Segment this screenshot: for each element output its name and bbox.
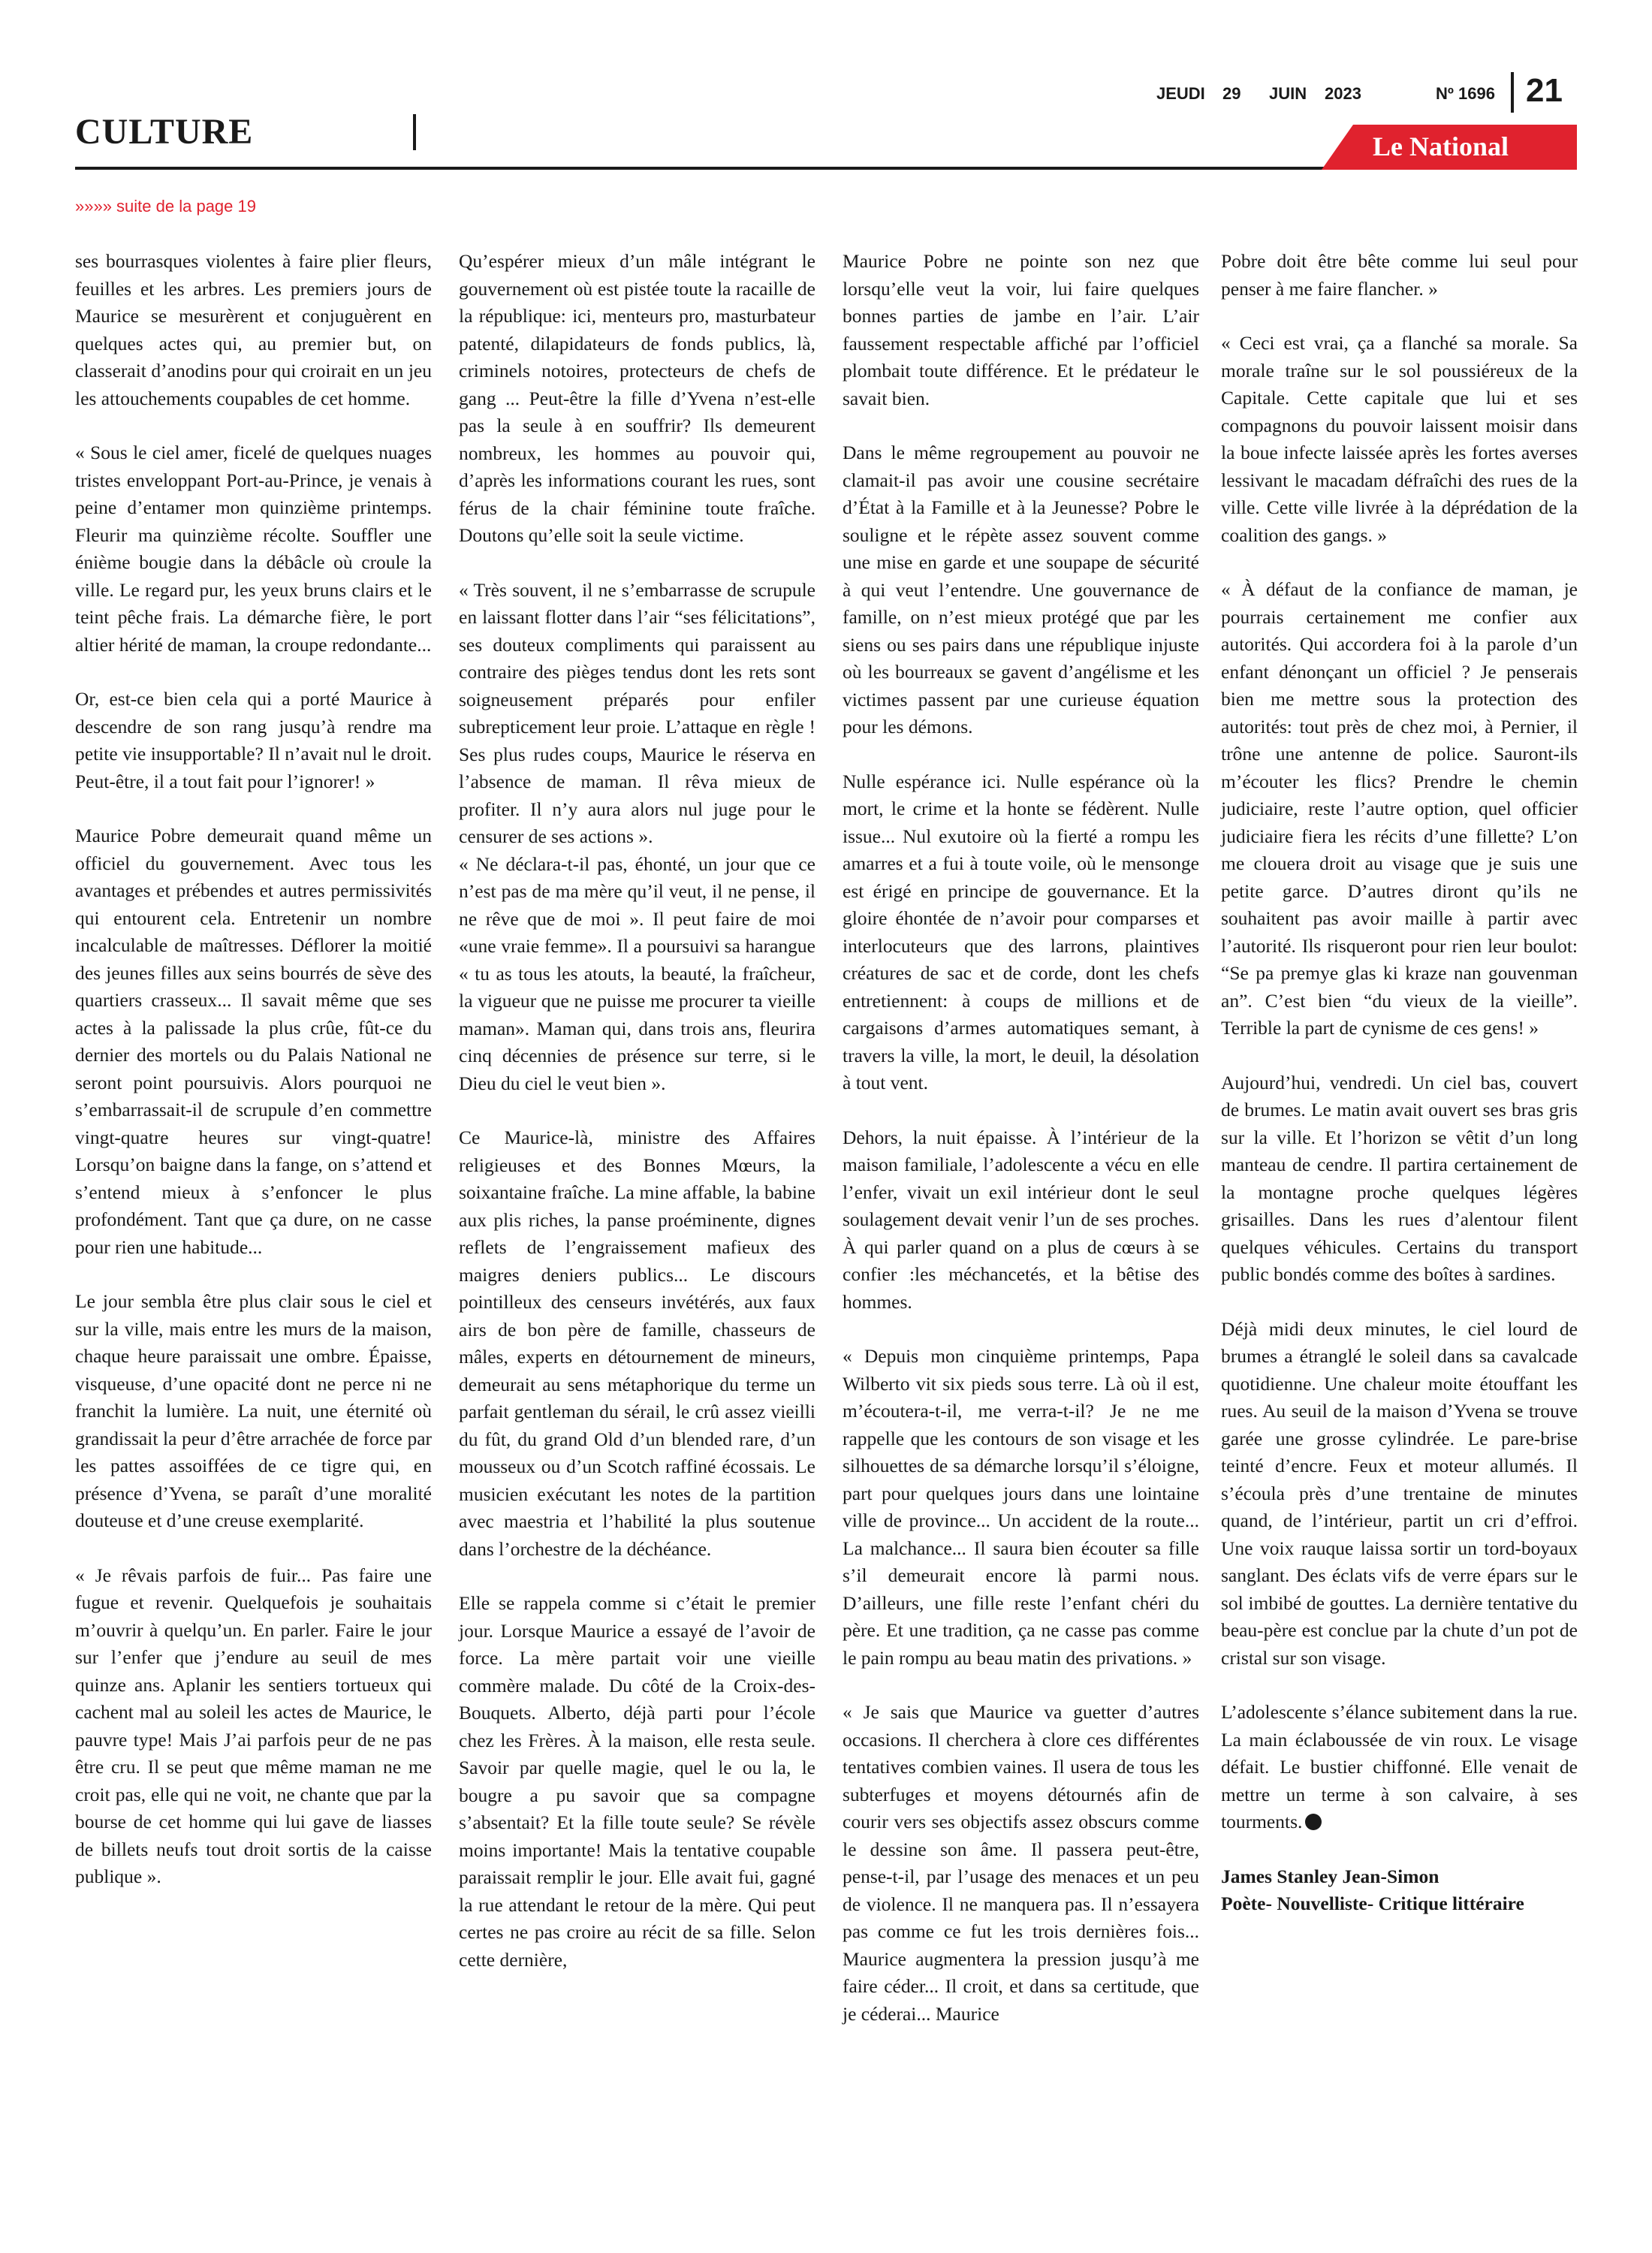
issue-number: Nº 1696 bbox=[1436, 84, 1495, 103]
paragraph: ses bourrasques violentes à faire plier fleurs, feuilles et les arbres. Les premiers jours de Maurice se mesurèrent et conjuguèrent en quelques actes qui, au premier but, on classerait d’anodins pour qui croirait en un jeu les attouchements coupables de cet homme. bbox=[75, 250, 432, 409]
paragraph-final bbox=[1221, 1699, 1578, 1836]
brand-name: Le National bbox=[1373, 131, 1509, 161]
paragraph: Déjà midi deux minutes, le ciel lourd de brumes a étranglé le soleil dans sa cavalcade quotidienne. Une chaleur moite étouffant les rues. Au seuil de la maison d’Yvena se trouve garée une grosse cylindrée. Le pare-brise teinté d’encre. Feux et moteur allumés. Il s’écoula près d’une trentaine de minutes quand, de l’intérieur, partit un cri d’effroi. Une voix rauque laissa sortir un tord-boyaux sanglant. Des éclats vifs de verre épars sur le sol imbibé de gouttes. La dernière tentative du beau-père est conclue par la chute d’un pot de cristal sur son visage. bbox=[1221, 1317, 1578, 1669]
section-title: CULTURE bbox=[75, 112, 254, 152]
paragraph: Dans le même regroupement au pouvoir ne clamait-il pas avoir une cousine secrétaire d’État à la Famille et à la Jeunesse? Pobre le souligne et le répète assez souvent comme une mise en garde et une soupape de sécurité à qui veut l’entendre. Une gouvernance de famille, on n’est mieux protégé que par les siens ou ses pairs dans une république injuste où les bourreaux se gavent d’angélisme et les victimes passent par une curieuse équation pour les démons. bbox=[843, 442, 1199, 737]
paragraph: Maurice Pobre ne pointe son nez que lorsqu’elle veut la voir, lui faire quelques bonnes parties de jambe en l’air. L’air faussement respectable affiché par l’officiel plombait toute différence. Et le prédateur le savait bien. bbox=[843, 250, 1199, 409]
paragraph: « Depuis mon cinquième printemps, Papa Wilberto vit six pieds sous terre. Là où il est, m’écoutera-t-il, me verra-t-il? Je ne me rappelle que les contours de son visage et les silhouettes de sa démarche lorsqu’il s’éloigne, part pour quelques jours dans une lointaine ville de province... Un accident de la route... La malchance... Il saura bien écouter sa fille s’il demeurait encore là parmi nous. D’ailleurs, une fille reste l’enfant chéri du père. Et une tradition, ça ne casse pas comme le pain rompu au beau matin des privations. » bbox=[843, 1345, 1199, 1669]
paragraph: « Je sais que Maurice va guetter d’autres occasions. Il cherchera à clore ces différentes tentatives combien vaines. Il usera de tous les subterfuges et moyens détournés afin de courir vers ses objectifs assez obscurs comme le dessine son âme. Il passera peut-être, pense-t-il, par l’usage des menaces et un peu de violence. Il ne manquera pas. Il n’essayera pas comme ce fut les trois dernières fois... Maurice augmentera la pression jusqu’à me faire céder... Il croit, et dans sa certitude, que je céderai... Maurice bbox=[843, 1701, 1199, 2025]
continued-from-note: »»»» suite de la page 19 bbox=[75, 197, 256, 216]
paragraph: « Je rêvais parfois de fuir... Pas faire une fugue et revenir. Quelquefois je souhaitais m’ouvrir à quelqu’un. En parler. Faire le jour sur l’enfer que j’endure au seuil de mes quinze ans. Aplanir les sentiers tortueux qui cachent mal au soleil les actes de Maurice, le pauvre type! Mais J’ai parfois peur de ne pas être cru. Il se peut que même maman ne me croit pas, elle qui ne voit, ne chante que par la bourse de cet homme qui lui gave de liasses de billets neufs tout droit sortis de la caisse publique ». bbox=[75, 1564, 432, 1887]
author-signature bbox=[1221, 1863, 1578, 1918]
end-mark-icon bbox=[1305, 1814, 1322, 1830]
paragraph: « Très souvent, il ne s’embarrasse de scrupule en laissant flotter dans l’air “ses félicitations”, ses douteux compliments qui paraissent au contraire des pièges tendus dont les rets sont soigneusement préparés pour enfiler subrepticement leur proie. L’attaque en règle ! Ses plus rudes coups, Maurice le réserva en l’absence de maman. Il rêva mieux de profiter. Il n’y aura alors nul juge pour le censurer de ses actions ». bbox=[459, 578, 815, 847]
paragraph: « À défaut de la confiance de maman, je pourrais certainement me confier aux autorités. Qui accordera foi à la parole d’un enfant dénonçant un officiel ? Je penserais bien me mettre sous la protection des autorités: tout près de chez moi, à Pernier, il trône une antenne de police. Sauront-ils m’écouter les flics? Prendre le chemin judiciaire, reste l’autre option, quel officier judiciaire fiera les récits d’une fillette? L’on me clouera droit au visage que je suis une petite garce. D’autres diront qu’ils ne souhaitent pas avoir maille à partir avec l’autorité. Ils risqueront pour rien leur boulot: “Se pa premye glas ki kraze nan gouvenman an”. C’est bien “du vieux de la vieille”. Terrible la part de cynisme de ces gens! » bbox=[1221, 578, 1578, 1039]
paragraph: Maurice Pobre demeurait quand même un officiel du gouvernement. Avec tous les avantages et prébendes et autres permissivités qui entourent cela. Entretenir un nombre incalculable de maîtresses. Déflorer la moitié des jeunes filles aux seins bourrés de sève des quartiers crasseux... Il savait même que ses actes à la palissade la plus crûe, fût-ce du dernier des mortels ou du Palais National ne seront point poursuivis. Alors pourquoi ne s’embarrassait-il de scrupule d’en commettre vingt-quatre heures sur vingt-quatre! Lorsqu’on baigne dans la fange, on s’attend et s’entend mieux à s’enfoncer le plus profondément. Tant que ça dure, on ne casse pour rien une habitude... bbox=[75, 825, 432, 1258]
paragraph: Ce Maurice-là, ministre des Affaires religieuses et des Bonnes Mœurs, la soixantaine fraîche. La mine affable, la babine aux plis riches, la panse proéminente, dignes reflets de l’engraissement mafieux des maigres deniers publics... Le discours pointilleux des censeurs invétérés, aux faux airs de bon père de famille, chasseurs de mâles, experts en détournement de mineurs, demeurait au sens métaphorique du terme un parfait gentleman du sérail, le crû assez vieilli du fût, du grand Old d’un blended rare, d’un mousseux ou d’un Scotch raffiné écossais. Le musicien exécutant les notes de la partition avec maestria et l’habilité la plus soutenue dans l’orchestre de la déchéance. bbox=[459, 1126, 815, 1560]
issue-day: JEUDI bbox=[1156, 84, 1205, 103]
paragraph: « Sous le ciel amer, ficelé de quelques nuages tristes enveloppant Port-au-Prince, je venais à peine d’entamer mon quinzième printemps. Fleurir ma quinzième récolte. Souffler une énième bougie dans la débâcle où croule la ville. Le regard pur, les yeux bruns clairs et le teint pêche frais. La démarche fière, le port altier hérité de maman, la croupe redondante... bbox=[75, 442, 432, 656]
paragraph: Nulle espérance ici. Nulle espérance où la mort, le crime et la honte se fédèrent. Nulle issue... Nul exutoire où la fierté a rompu les amarres et a fui à toute voile, où le mensonge est érigé en principe de gouvernance. Et la gloire éhontée de n’avoir pour comparses et interlocuteurs que des larrons, plaintives créatures de sac et de corde, dont les chefs entretiennent: à coups de millions et de cargaisons d’armes automatiques semant, à travers la ville, la mort, le deuil, la désolation à tout vent. bbox=[843, 770, 1199, 1093]
article-column-3 bbox=[843, 248, 1199, 2055]
paragraph: Pobre doit être bête comme lui seul pour penser à me faire flancher. » bbox=[1221, 250, 1578, 300]
article-column-2 bbox=[459, 248, 815, 2001]
page-number: 21 bbox=[1526, 72, 1563, 109]
article-column-4 bbox=[1221, 248, 1578, 1945]
paragraph: « Ceci est vrai, ça a flanché sa morale. Sa morale traîne sur le sol poussiéreux de la Capitale. Cette capitale que lui et ses compagnons du pouvoir laissent moisir dans la boue infecte laissée après les fortes averses lessivant le macadam défraîchi des rues de la ville. Cette ville livrée à la déprédation de la coalition des gangs. » bbox=[1221, 332, 1578, 546]
paragraph: Le jour sembla être plus clair sous le ciel et sur la ville, mais entre les murs de la maison, chaque heure paraissait une ombre. Épaisse, visqueuse, d’une opacité dont ne perce ni ne franchit la lumière. La nuit, une éternité où grandissait la peur d’être arrachée de force par les pattes assoiffées de ce tigre qui, en présence d’Yvena, se paraît d’une moralité douteuse et d’une creuse exemplarité. bbox=[75, 1290, 432, 1531]
article-column-1 bbox=[75, 248, 432, 1918]
section-title-divider bbox=[413, 114, 416, 150]
paragraph: Or, est-ce bien cela qui a porté Maurice à descendre de son rang jusqu’à rendre ma petite vie insupportable? Il n’avait nul le droit. Peut-être, il a tout fait pour l’ignorer! » bbox=[75, 688, 432, 792]
paragraph: Qu’espérer mieux d’un mâle intégrant le gouvernement où est pistée toute la racaille de la république: ici, menteurs pro, masturbateur patenté, dilapidateurs de fonds publics, là, criminels notoires, protecteurs de chefs de gang ... Peut-être la fille d’Yvena n’est-elle pas la seule à en souffrir? Ils demeurent nombreux, les hommes au pouvoir qui, d’après les informations courant les rues, sont férus de la chair féminine toute fraîche. Doutons qu’elle soit la seule victime. bbox=[459, 250, 815, 546]
issue-year: 2023 bbox=[1325, 84, 1361, 103]
page-number-divider bbox=[1511, 72, 1514, 113]
paragraph-final-text: L’adolescente s’élance subitement dans la rue. La main éclaboussée de vin roux. Le visage défait. Le bustier chiffonné. Elle venait de mettre un terme à son calvaire, à ses tourments. bbox=[1221, 1701, 1578, 1832]
paragraph: « Ne déclara-t-il pas, éhonté, un jour que ce n’est pas de ma mère qu’il veut, il ne pense, il ne rêve que de moi ». Il peut faire de moi «une vraie femme». Il a poursuivi sa harangue « tu as tous les atouts, la beauté, la fraîcheur, la vigueur que ne puisse me procurer ta vieille maman». Maman qui, dans trois ans, fleurira cinq décennies de présence sur terre, si le Dieu du ciel le veut bien ». bbox=[459, 852, 815, 1094]
issue-date: 29 bbox=[1222, 84, 1241, 103]
author-name: James Stanley Jean-Simon bbox=[1221, 1865, 1439, 1887]
paragraph: Aujourd’hui, vendredi. Un ciel bas, couvert de brumes. Le matin avait ouvert ses bras gris sur la ville. Et l’horizon se vêtit d’un long manteau de cendre. Il partira certainement de la montagne proche quelques légères grisailles. Dans les rues d’alentour filent quelques véhicules. Certains du transport public bondés comme des boîtes à sardines. bbox=[1221, 1071, 1578, 1285]
paragraph: Elle se rappela comme si c’était le premier jour. Lorsque Maurice a essayé de l’avoir de force. La mère partait voir une vieille commère malade. Du côté de la Croix-des-Bouquets. Alberto, déjà parti pour l’école chez les Frères. À la maison, elle resta seule. Savoir par quelle magie, quel le ou la, le bougre a pu savoir que sa compagne s’absentait? Et la fille toute seule? Se révèle moins importante! Mais la tentative coupable paraissait remplir le jour. Elle avait fui, gagné la rue attendant le retour de la mère. Qui peut certes ne pas croire au récit de sa fille. Selon cette dernière, bbox=[459, 1592, 815, 1971]
author-role: Poète- Nouvelliste- Critique littéraire bbox=[1221, 1893, 1524, 1914]
paragraph: Dehors, la nuit épaisse. À l’intérieur de la maison familiale, l’adolescente a vécu en elle l’enfer, vivait un exil intérieur dont le seul soulagement devait venir l’un de ses proches. À qui parler quand on a plus de cœurs à se confier :les méchancetés, et la bêtise des hommes. bbox=[843, 1126, 1199, 1313]
issue-month: JUIN bbox=[1269, 84, 1307, 103]
